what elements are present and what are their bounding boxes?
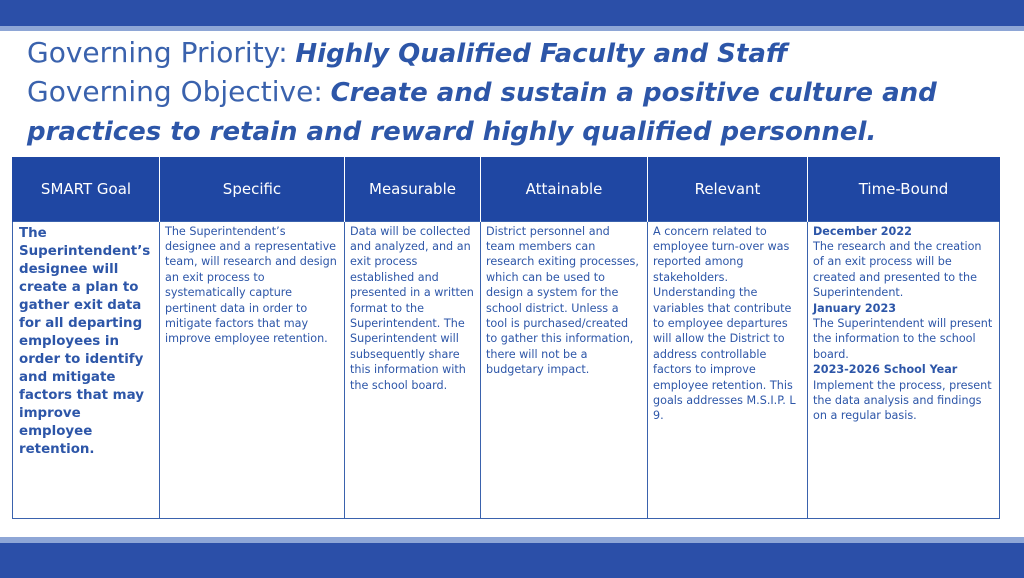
time-bound-text-3: Implement the process, present the data analysis and findings on a regular basis. bbox=[813, 378, 992, 423]
time-bound-text-1: The research and the creation of an exit process will be created and presented to the Superintendent. bbox=[813, 239, 982, 300]
cell-time-bound bbox=[808, 221, 1000, 519]
cell-measurable: Data will be collected and analyzed, and an exit process established and presented in a written format to the Superintendent. The Superintendent will subsequently share this information with the school board. bbox=[345, 221, 481, 519]
header-relevant: Relevant bbox=[648, 157, 808, 221]
header-time-bound: Time-Bound bbox=[808, 157, 1000, 221]
cell-relevant: A concern related to employee turn-over was reported among stakeholders. Understanding the variables that contribute to employee departures will allow the District to address controllable factors to improve employee retention. This goals addresses M.S.I.P. L 9. bbox=[648, 221, 808, 519]
table-row bbox=[13, 221, 1000, 519]
governing-objective-label: Governing Objective: bbox=[27, 75, 323, 108]
governing-priority-line bbox=[27, 34, 1007, 73]
cell-attainable: District personnel and team members can research exiting processes, which can be used to design a system for the school district. Unless a tool is purchased/created to gather this information, there will not be a budgetary impact. bbox=[481, 221, 648, 519]
cell-smart-goal: The Superintendent’s designee will create a plan to gather exit data for all departing employees in order to identify and mitigate factors that may improve employee retention. bbox=[13, 221, 160, 519]
time-bound-heading-2: January 2023 bbox=[813, 301, 897, 315]
header-smart-goal: SMART Goal bbox=[13, 157, 160, 221]
table-header-row bbox=[13, 157, 1000, 221]
header-specific: Specific bbox=[160, 157, 345, 221]
smart-goal-table bbox=[12, 157, 1000, 519]
cell-specific: The Superintendent’s designee and a representative team, will research and design an exit process to systematically capture pertinent data in order to mitigate factors that may improve employee retention. bbox=[160, 221, 345, 519]
governing-objective-value: Create and sustain a positive culture and bbox=[330, 78, 937, 108]
governing-objective-line bbox=[27, 73, 1007, 112]
governing-objective-value-continued: practices to retain and reward highly qualified personnel. bbox=[27, 117, 877, 147]
slide-heading bbox=[27, 34, 1007, 151]
governing-priority-value: Highly Qualified Faculty and Staff bbox=[295, 39, 788, 69]
top-banner bbox=[0, 0, 1024, 26]
time-bound-heading-1: December 2022 bbox=[813, 224, 912, 238]
header-measurable: Measurable bbox=[345, 157, 481, 221]
governing-objective-line-2 bbox=[27, 112, 1007, 151]
time-bound-heading-3: 2023-2026 School Year bbox=[813, 363, 958, 377]
time-bound-text-2: The Superintendent will present the information to the school board. bbox=[813, 316, 993, 361]
bottom-banner bbox=[0, 543, 1024, 578]
top-banner-accent bbox=[0, 26, 1024, 31]
governing-priority-label: Governing Priority: bbox=[27, 36, 288, 69]
header-attainable: Attainable bbox=[481, 157, 648, 221]
